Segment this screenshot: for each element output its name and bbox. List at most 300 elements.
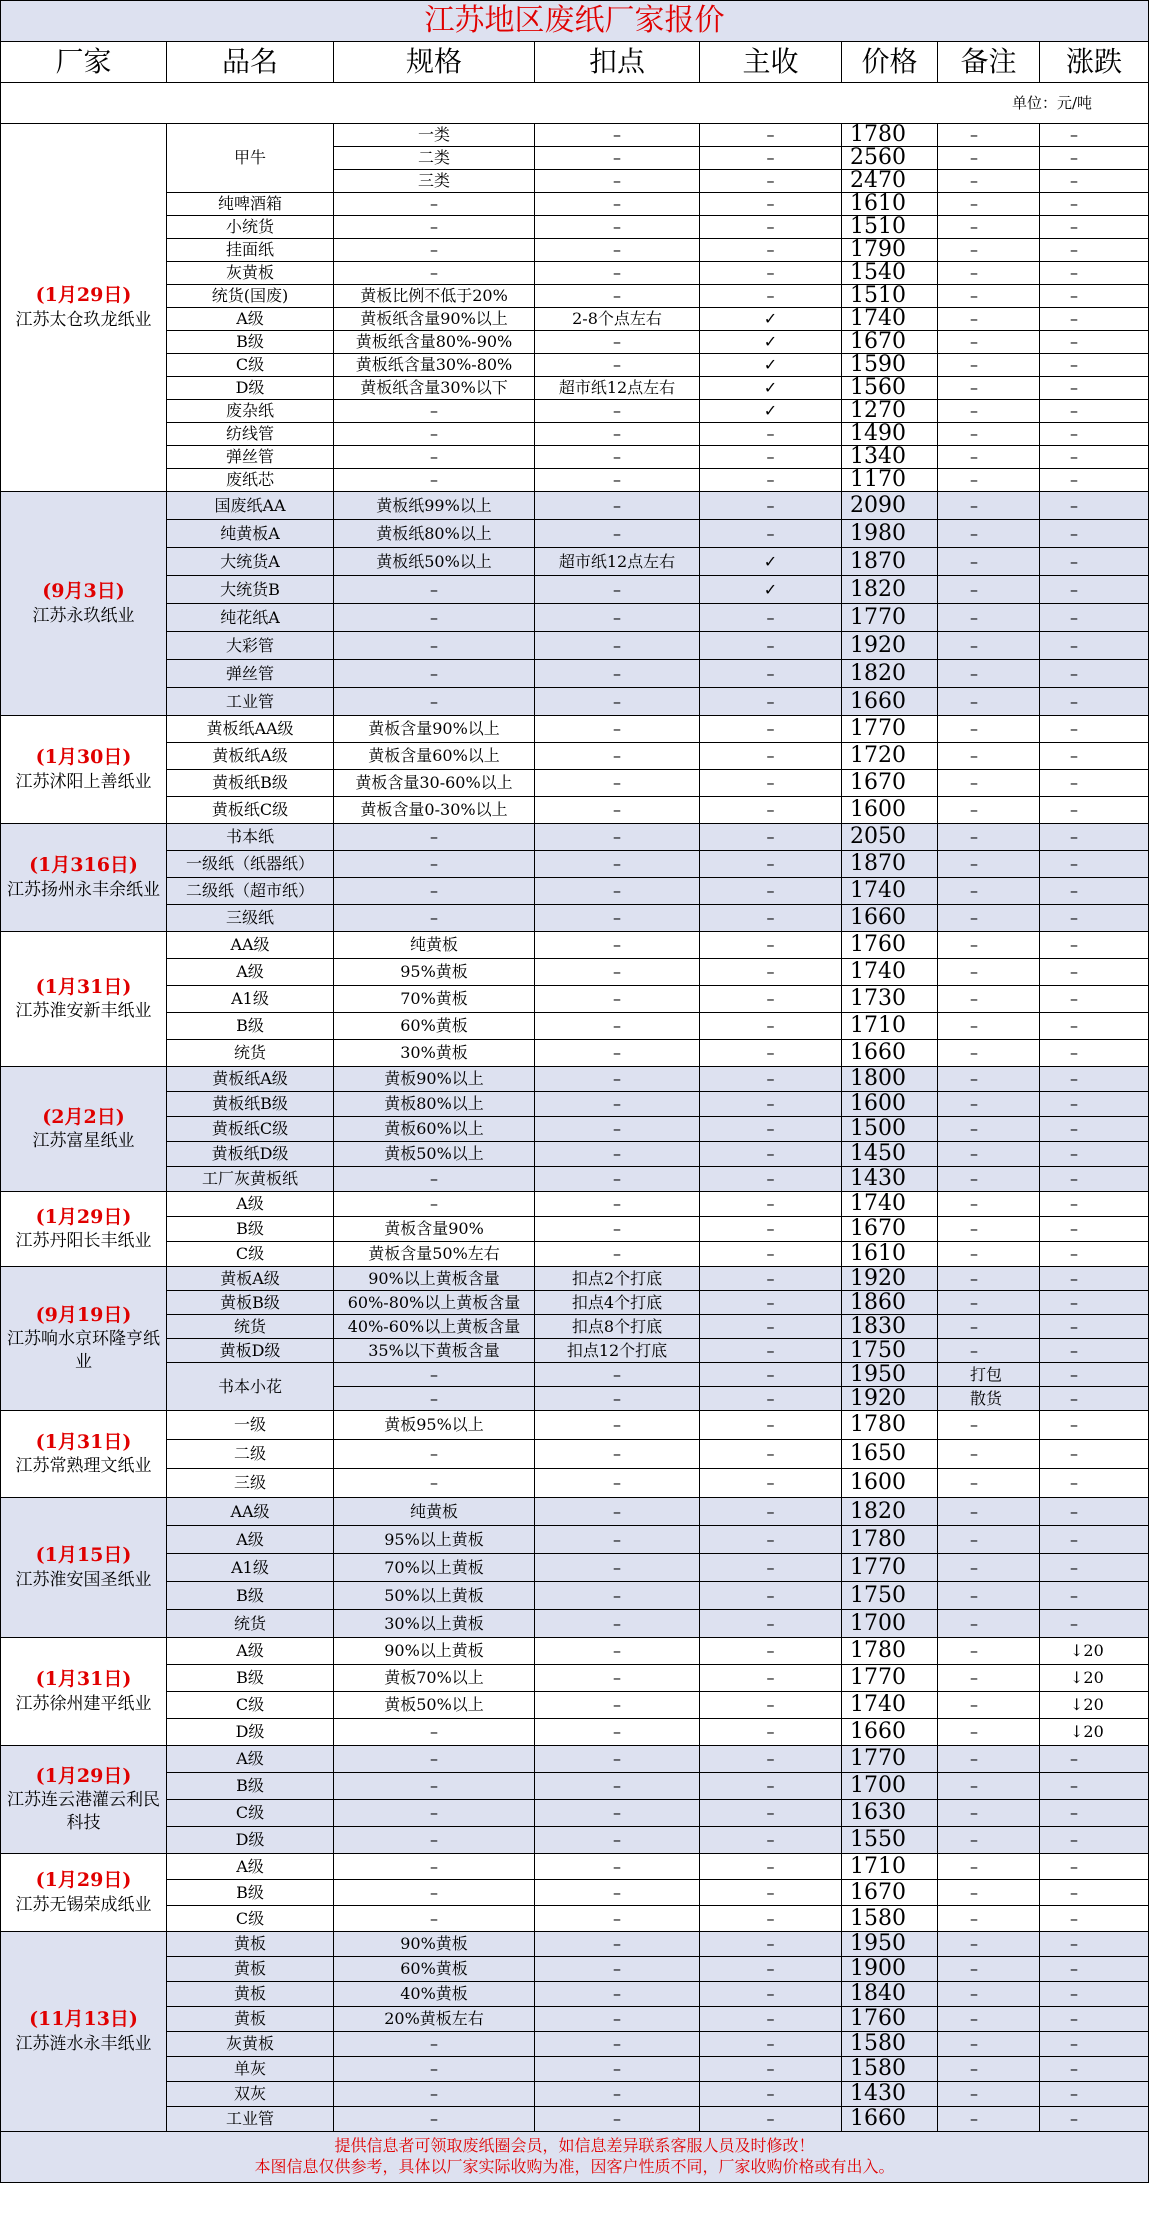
price-cell: 1430: [842, 2082, 938, 2107]
deduction-cell: 扣点4个打底: [535, 1291, 700, 1315]
maker-name: 江苏连云港灌云利民科技: [7, 1790, 160, 1834]
price-cell: 1580: [842, 1906, 938, 1932]
table-row: [1, 1827, 1149, 1854]
trend-cell: –: [1040, 1827, 1149, 1854]
note-cell: –: [938, 1800, 1040, 1827]
note-cell: –: [938, 604, 1040, 632]
spec-cell: –: [334, 1167, 535, 1192]
main-purchase-cell: –: [700, 170, 842, 193]
product-name: 纯花纸A: [167, 604, 334, 632]
deduction-cell: –: [535, 124, 700, 147]
table-row: [1, 1217, 1149, 1242]
trend-cell: –: [1040, 986, 1149, 1013]
deduction-cell: –: [535, 1192, 700, 1217]
main-purchase-cell: –: [700, 905, 842, 932]
deduction-cell: –: [535, 1773, 700, 1800]
price-cell: 1750: [842, 1582, 938, 1610]
note-cell: –: [938, 170, 1040, 193]
product-name: 三级: [167, 1469, 334, 1498]
spec-cell: 黄板90%以上: [334, 1067, 535, 1092]
table-row: [1, 1142, 1149, 1167]
product-name: C级: [167, 354, 334, 377]
table-row: [1, 1013, 1149, 1040]
table-row: [1, 216, 1149, 239]
price-cell: 1770: [842, 716, 938, 743]
note-cell: –: [938, 1315, 1040, 1339]
note-cell: –: [938, 423, 1040, 446]
maker-name: 江苏常熟理文纸业: [15, 1456, 152, 1477]
table-row: [1, 1040, 1149, 1067]
deduction-cell: –: [535, 1906, 700, 1932]
price-cell: 2050: [842, 824, 938, 851]
note-cell: –: [938, 2032, 1040, 2057]
table-row: [1, 1692, 1149, 1719]
spec-cell: –: [334, 2107, 535, 2132]
spec-cell: 黄板70%以上: [334, 1665, 535, 1692]
deduction-cell: –: [535, 1526, 700, 1554]
main-purchase-cell: –: [700, 1982, 842, 2007]
main-purchase-cell: –: [700, 1339, 842, 1363]
product-name: 黄板: [167, 2007, 334, 2032]
spec-cell: 黄板纸含量30%-80%: [334, 354, 535, 377]
deduction-cell: –: [535, 492, 700, 520]
price-cell: 1580: [842, 2032, 938, 2057]
note-cell: –: [938, 1192, 1040, 1217]
deduction-cell: –: [535, 1827, 700, 1854]
product-name: 黄板纸D级: [167, 1142, 334, 1167]
table-row: [1, 1498, 1149, 1526]
table-row: [1, 743, 1149, 770]
table-row: [1, 1192, 1149, 1217]
note-cell: –: [938, 193, 1040, 216]
deduction-cell: –: [535, 576, 700, 604]
spec-cell: 黄板纸含量80%-90%: [334, 331, 535, 354]
price-cell: 2090: [842, 492, 938, 520]
table-row: [1, 770, 1149, 797]
spec-cell: 黄板含量30-60%以上: [334, 770, 535, 797]
deduction-cell: –: [535, 1719, 700, 1746]
note-cell: –: [938, 1957, 1040, 1982]
spec-cell: –: [334, 1387, 535, 1411]
trend-cell: –: [1040, 1013, 1149, 1040]
table-row: [1, 1291, 1149, 1315]
trend-cell: –: [1040, 1167, 1149, 1192]
column-header: 涨跌: [1040, 42, 1149, 83]
table-row: [1, 660, 1149, 688]
note-cell: –: [938, 878, 1040, 905]
product-name: A级: [167, 1854, 334, 1880]
main-purchase-cell: –: [700, 1773, 842, 1800]
note-cell: –: [938, 308, 1040, 331]
spec-cell: –: [334, 400, 535, 423]
deduction-cell: –: [535, 239, 700, 262]
spec-cell: –: [334, 1800, 535, 1827]
main-purchase-cell: –: [700, 193, 842, 216]
note-cell: –: [938, 1932, 1040, 1957]
product-name: 三级纸: [167, 905, 334, 932]
main-purchase-cell: –: [700, 285, 842, 308]
spec-cell: 纯黄板: [334, 1498, 535, 1526]
trend-cell: –: [1040, 1498, 1149, 1526]
note-cell: –: [938, 2082, 1040, 2107]
maker-cell: [1, 124, 167, 492]
table-row: [1, 688, 1149, 716]
table-row: [1, 986, 1149, 1013]
product-name: 黄板纸B级: [167, 1092, 334, 1117]
maker-cell: [1, 716, 167, 824]
table-row: [1, 1982, 1149, 2007]
table-row: [1, 576, 1149, 604]
main-purchase-cell: –: [700, 1957, 842, 1982]
trend-cell: –: [1040, 1773, 1149, 1800]
product-name: 大统货A: [167, 548, 334, 576]
maker-cell: [1, 932, 167, 1067]
price-cell: 1760: [842, 2007, 938, 2032]
trend-cell: –: [1040, 1363, 1149, 1387]
table-row: [1, 905, 1149, 932]
price-cell: 1740: [842, 308, 938, 331]
price-cell: 1700: [842, 1773, 938, 1800]
deduction-cell: –: [535, 1217, 700, 1242]
maker-cell: [1, 1498, 167, 1638]
trend-cell: –: [1040, 1932, 1149, 1957]
trend-cell: –: [1040, 1267, 1149, 1291]
deduction-cell: –: [535, 1880, 700, 1906]
table-row: [1, 1554, 1149, 1582]
maker-name: 江苏永玖纸业: [32, 605, 135, 626]
price-cell: 1660: [842, 905, 938, 932]
trend-cell: –: [1040, 2107, 1149, 2132]
main-purchase-cell: –: [700, 1440, 842, 1469]
maker-cell: [1, 1854, 167, 1932]
main-purchase-cell: –: [700, 1526, 842, 1554]
note-cell: –: [938, 124, 1040, 147]
note-cell: –: [938, 216, 1040, 239]
main-purchase-cell: –: [700, 1291, 842, 1315]
product-name: 弹丝管: [167, 660, 334, 688]
table-row: [1, 1957, 1149, 1982]
deduction-cell: –: [535, 959, 700, 986]
price-cell: 1270: [842, 400, 938, 423]
trend-cell: –: [1040, 400, 1149, 423]
price-cell: 1770: [842, 604, 938, 632]
trend-cell: –: [1040, 548, 1149, 576]
maker-cell: [1, 1192, 167, 1267]
price-cell: 1600: [842, 1469, 938, 1498]
trend-cell: –: [1040, 688, 1149, 716]
trend-cell: –: [1040, 716, 1149, 743]
product-name: B级: [167, 331, 334, 354]
spec-cell: 黄板50%以上: [334, 1692, 535, 1719]
price-cell: 1340: [842, 446, 938, 469]
trend-cell: –: [1040, 1092, 1149, 1117]
spec-cell: 70%以上黄板: [334, 1554, 535, 1582]
note-cell: –: [938, 932, 1040, 959]
product-name: 纯啤酒箱: [167, 193, 334, 216]
maker-date: (11月13日): [29, 2008, 138, 2031]
spec-cell: –: [334, 216, 535, 239]
trend-cell: –: [1040, 1142, 1149, 1167]
trend-cell: –: [1040, 1526, 1149, 1554]
product-name: 大统货B: [167, 576, 334, 604]
note-cell: –: [938, 1142, 1040, 1167]
price-cell: 1430: [842, 1167, 938, 1192]
maker-date: (9月19日): [35, 1303, 132, 1326]
main-purchase-cell: –: [700, 1315, 842, 1339]
main-purchase-cell: ✓: [700, 308, 842, 331]
price-cell: 1800: [842, 1067, 938, 1092]
price-cell: 1870: [842, 548, 938, 576]
price-cell: 1590: [842, 354, 938, 377]
note-cell: –: [938, 400, 1040, 423]
table-row: [1, 469, 1149, 492]
product-name: D级: [167, 1827, 334, 1854]
trend-cell: –: [1040, 1217, 1149, 1242]
product-name: A级: [167, 308, 334, 331]
deduction-cell: –: [535, 851, 700, 878]
maker-cell: [1, 1746, 167, 1854]
price-cell: 1920: [842, 632, 938, 660]
main-purchase-cell: –: [700, 1582, 842, 1610]
trend-cell: –: [1040, 824, 1149, 851]
main-purchase-cell: –: [700, 660, 842, 688]
maker-date: (1月29日): [35, 284, 132, 307]
maker-date: (1月31日): [35, 975, 132, 998]
note-cell: –: [938, 1906, 1040, 1932]
table-row: [1, 354, 1149, 377]
spec-cell: –: [334, 423, 535, 446]
product-name: B级: [167, 1665, 334, 1692]
product-name: 工业管: [167, 688, 334, 716]
main-purchase-cell: –: [700, 1040, 842, 1067]
note-cell: –: [938, 824, 1040, 851]
deduction-cell: –: [535, 1800, 700, 1827]
price-cell: 1670: [842, 1217, 938, 1242]
table-row: [1, 959, 1149, 986]
deduction-cell: –: [535, 1638, 700, 1665]
spec-cell: –: [334, 660, 535, 688]
trend-cell: –: [1040, 193, 1149, 216]
product-name: 统货(国废): [167, 285, 334, 308]
product-name: 挂面纸: [167, 239, 334, 262]
product-name: AA级: [167, 1498, 334, 1526]
product-name: 黄板B级: [167, 1291, 334, 1315]
maker-cell: [1, 492, 167, 716]
deduction-cell: –: [535, 520, 700, 548]
note-cell: –: [938, 548, 1040, 576]
price-cell: 1980: [842, 520, 938, 548]
trend-cell: –: [1040, 2082, 1149, 2107]
main-purchase-cell: –: [700, 1067, 842, 1092]
main-purchase-cell: –: [700, 1092, 842, 1117]
main-purchase-cell: –: [700, 124, 842, 147]
maker-date: (1月31日): [35, 1430, 132, 1453]
note-cell: –: [938, 147, 1040, 170]
maker-name: 江苏丹阳长丰纸业: [15, 1231, 152, 1252]
product-name: D级: [167, 377, 334, 400]
table-row: [1, 124, 1149, 147]
product-name: 二级: [167, 1440, 334, 1469]
maker-name: 江苏沭阳上善纸业: [15, 771, 152, 792]
maker-name: 江苏涟水永丰纸业: [15, 2033, 152, 2054]
maker-name: 江苏富星纸业: [32, 1131, 135, 1152]
price-cell: 1450: [842, 1142, 938, 1167]
table-row: [1, 548, 1149, 576]
main-purchase-cell: –: [700, 797, 842, 824]
maker-cell: [1, 1932, 167, 2132]
deduction-cell: –: [535, 1167, 700, 1192]
maker-name: 江苏响水京环隆亨纸业: [7, 1329, 160, 1373]
trend-cell: –: [1040, 1746, 1149, 1773]
table-row: [1, 1665, 1149, 1692]
price-cell: 1610: [842, 193, 938, 216]
deduction-cell: –: [535, 423, 700, 446]
maker-date: (2月2日): [42, 1105, 125, 1128]
note-cell: –: [938, 1440, 1040, 1469]
table-row: [1, 285, 1149, 308]
table-row: [1, 193, 1149, 216]
price-cell: 1720: [842, 743, 938, 770]
product-name: 工厂灰黄板纸: [167, 1167, 334, 1192]
note-cell: –: [938, 1582, 1040, 1610]
spec-cell: –: [334, 239, 535, 262]
note-cell: –: [938, 986, 1040, 1013]
note-cell: –: [938, 469, 1040, 492]
spec-cell: –: [334, 905, 535, 932]
product-name: AA级: [167, 932, 334, 959]
deduction-cell: –: [535, 2007, 700, 2032]
price-cell: 1550: [842, 1827, 938, 1854]
note-cell: –: [938, 285, 1040, 308]
spec-cell: –: [334, 262, 535, 285]
trend-cell: –: [1040, 239, 1149, 262]
deduction-cell: –: [535, 1610, 700, 1638]
product-name: 废纸芯: [167, 469, 334, 492]
deduction-cell: –: [535, 986, 700, 1013]
price-cell: 1670: [842, 770, 938, 797]
price-cell: 1950: [842, 1363, 938, 1387]
deduction-cell: –: [535, 1363, 700, 1387]
price-cell: 2470: [842, 170, 938, 193]
spec-cell: 35%以下黄板含量: [334, 1339, 535, 1363]
product-name: 黄板纸C级: [167, 797, 334, 824]
main-purchase-cell: –: [700, 1498, 842, 1526]
trend-cell: ↓20: [1040, 1692, 1149, 1719]
table-row: [1, 1411, 1149, 1440]
product-name: 弹丝管: [167, 446, 334, 469]
price-cell: 1580: [842, 2057, 938, 2082]
deduction-cell: –: [535, 400, 700, 423]
main-purchase-cell: ✓: [700, 548, 842, 576]
deduction-cell: –: [535, 932, 700, 959]
price-cell: 1820: [842, 660, 938, 688]
spec-cell: 90%黄板: [334, 1932, 535, 1957]
main-purchase-cell: –: [700, 1242, 842, 1267]
table-row: [1, 520, 1149, 548]
spec-cell: 黄板含量90%: [334, 1217, 535, 1242]
product-name: A1级: [167, 986, 334, 1013]
spec-cell: 三类: [334, 170, 535, 193]
note-cell: –: [938, 1982, 1040, 2007]
product-name: C级: [167, 1242, 334, 1267]
deduction-cell: –: [535, 1692, 700, 1719]
product-name: 单灰: [167, 2057, 334, 2082]
spec-cell: 30%黄板: [334, 1040, 535, 1067]
note-cell: –: [938, 1469, 1040, 1498]
price-cell: 2560: [842, 147, 938, 170]
main-purchase-cell: –: [700, 1167, 842, 1192]
trend-cell: –: [1040, 932, 1149, 959]
main-purchase-cell: –: [700, 986, 842, 1013]
table-row: [1, 446, 1149, 469]
column-header: 备注: [938, 42, 1040, 83]
main-purchase-cell: –: [700, 147, 842, 170]
spec-cell: –: [334, 604, 535, 632]
maker-name: 江苏淮安国圣纸业: [15, 1569, 152, 1590]
note-cell: –: [938, 1665, 1040, 1692]
price-cell: 1770: [842, 1554, 938, 1582]
table-row: [1, 1117, 1149, 1142]
deduction-cell: –: [535, 193, 700, 216]
main-purchase-cell: –: [700, 520, 842, 548]
main-purchase-cell: –: [700, 1800, 842, 1827]
deduction-cell: –: [535, 1440, 700, 1469]
deduction-cell: –: [535, 1040, 700, 1067]
note-cell: –: [938, 1117, 1040, 1142]
deduction-cell: –: [535, 2057, 700, 2082]
price-cell: 1790: [842, 239, 938, 262]
table-row: [1, 308, 1149, 331]
table-row: [1, 377, 1149, 400]
trend-cell: –: [1040, 851, 1149, 878]
table-row: [1, 1773, 1149, 1800]
main-purchase-cell: –: [700, 1117, 842, 1142]
product-name: 统货: [167, 1040, 334, 1067]
deduction-cell: –: [535, 797, 700, 824]
price-cell: 1900: [842, 1957, 938, 1982]
trend-cell: –: [1040, 469, 1149, 492]
table-row: [1, 1315, 1149, 1339]
main-purchase-cell: –: [700, 632, 842, 660]
product-name: 灰黄板: [167, 262, 334, 285]
deduction-cell: –: [535, 2082, 700, 2107]
table-row: [1, 604, 1149, 632]
table-row: [1, 492, 1149, 520]
product-name: 双灰: [167, 2082, 334, 2107]
main-purchase-cell: –: [700, 1217, 842, 1242]
price-cell: 1740: [842, 878, 938, 905]
deduction-cell: 2-8个点左右: [535, 308, 700, 331]
note-cell: –: [938, 660, 1040, 688]
product-name: 工业管: [167, 2107, 334, 2132]
price-cell: 1170: [842, 469, 938, 492]
price-cell: 1770: [842, 1665, 938, 1692]
note-cell: 散货: [938, 1387, 1040, 1411]
spec-cell: 黄板95%以上: [334, 1411, 535, 1440]
main-purchase-cell: –: [700, 492, 842, 520]
table-row: [1, 1167, 1149, 1192]
spec-cell: –: [334, 851, 535, 878]
main-purchase-cell: –: [700, 824, 842, 851]
main-purchase-cell: –: [700, 1363, 842, 1387]
main-purchase-cell: –: [700, 2082, 842, 2107]
deduction-cell: –: [535, 905, 700, 932]
deduction-cell: –: [535, 1013, 700, 1040]
trend-cell: –: [1040, 1315, 1149, 1339]
table-row: [1, 1932, 1149, 1957]
trend-cell: –: [1040, 1242, 1149, 1267]
deduction-cell: –: [535, 824, 700, 851]
